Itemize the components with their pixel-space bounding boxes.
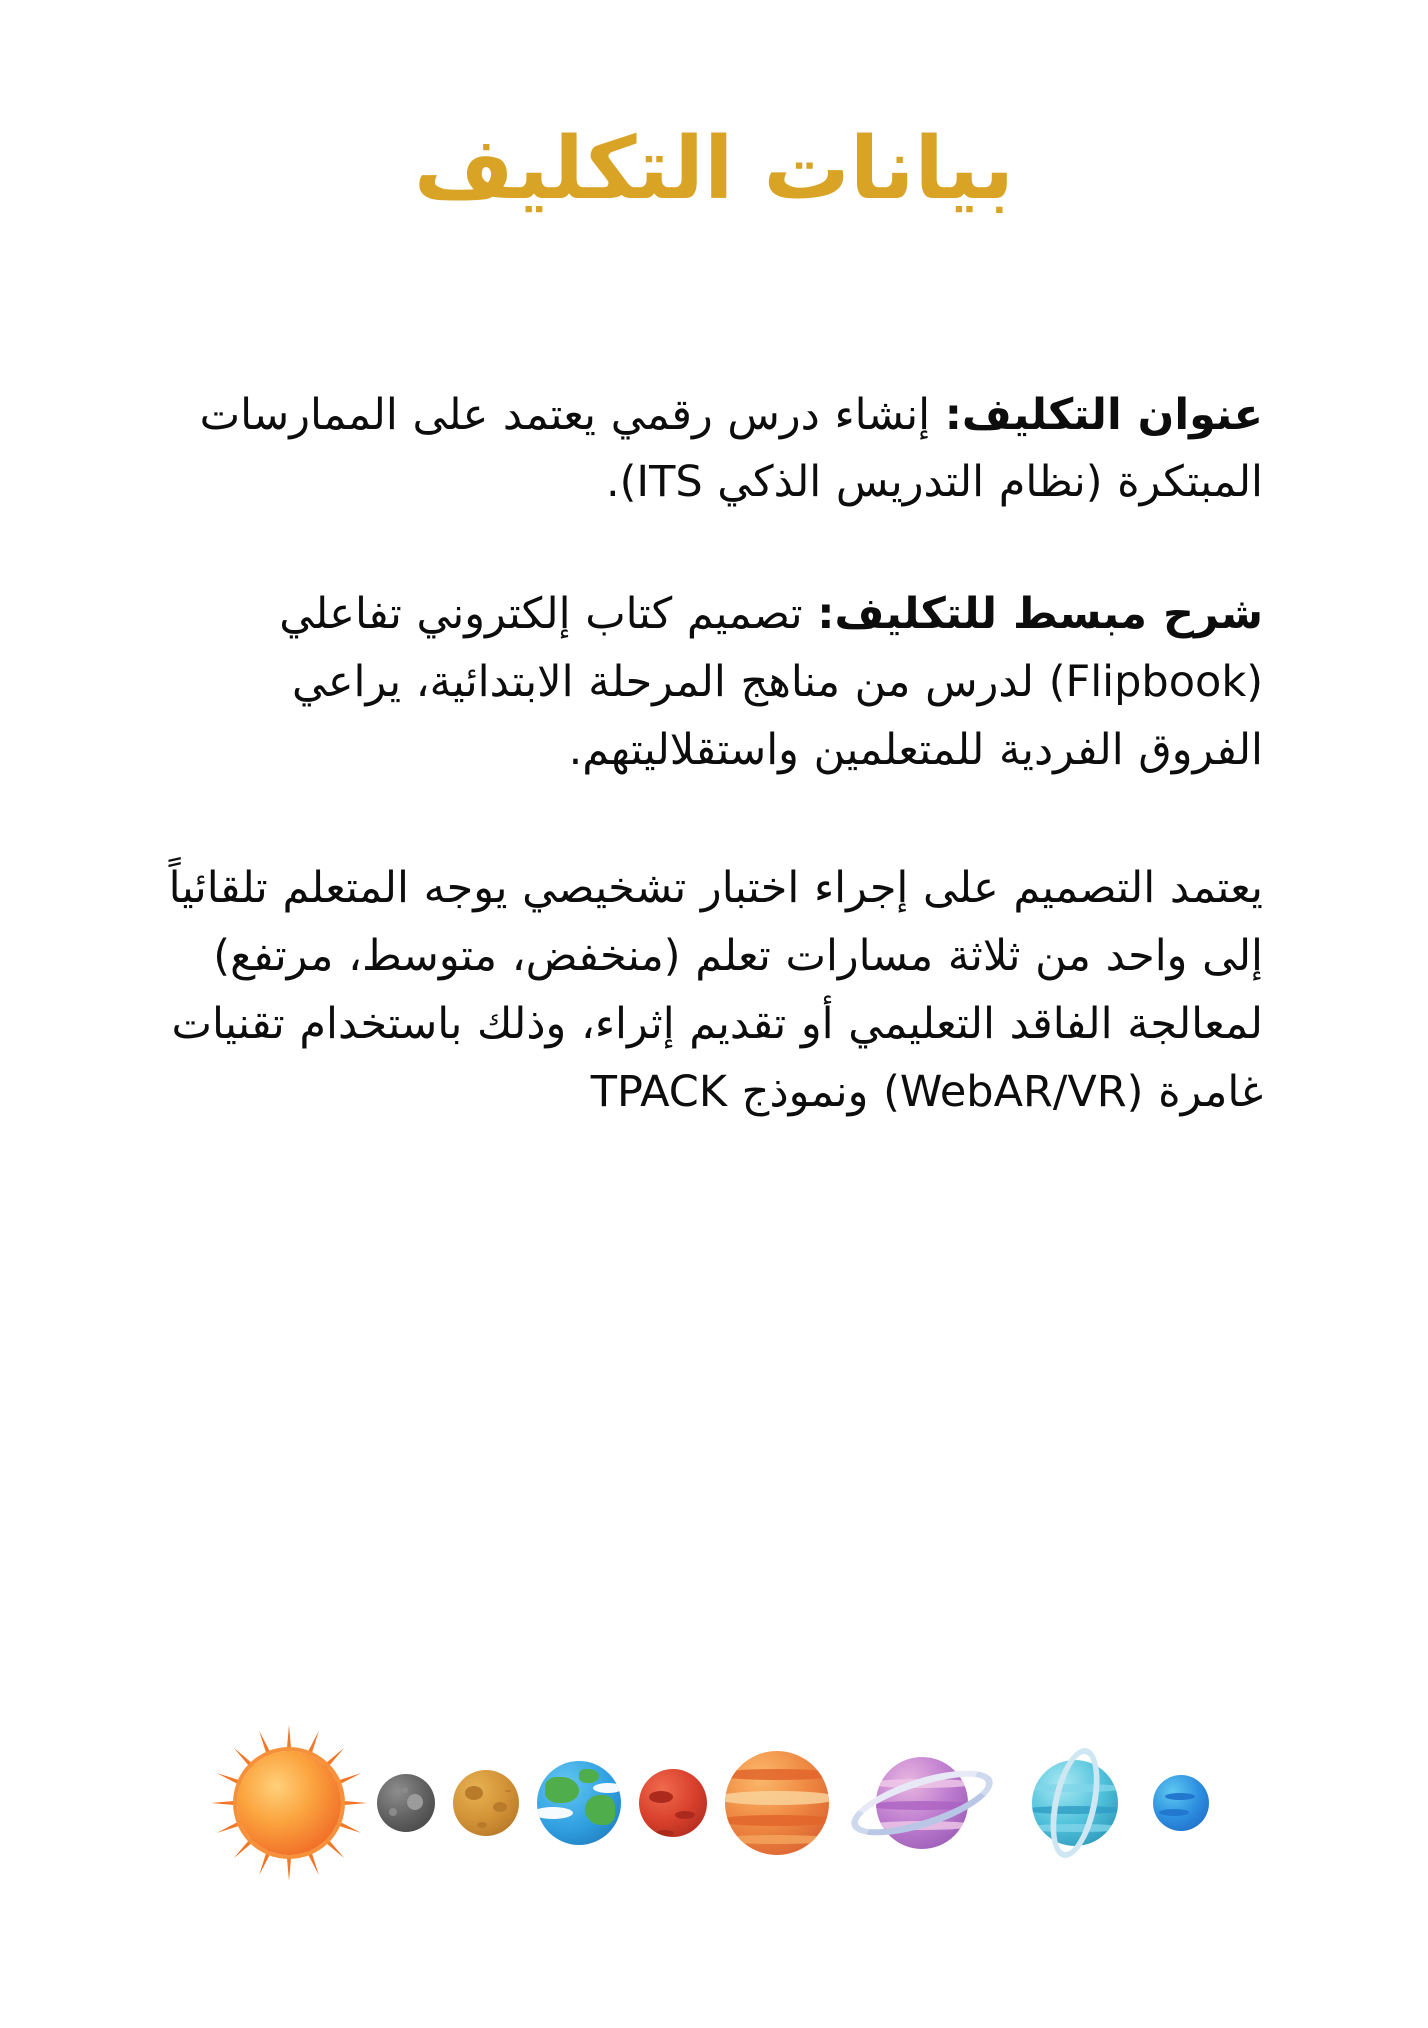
page-title: بيانات التكليف bbox=[413, 119, 1015, 219]
content-body bbox=[165, 382, 1263, 1179]
paragraph-text: إنشاء درس رقمي يعتمد على الممارسات المبتكرة (نظام التدريس الذكي ITS). bbox=[199, 389, 1263, 508]
paragraph-assignment-summary bbox=[165, 581, 1263, 785]
paragraph-design-details bbox=[165, 855, 1263, 1127]
venus-icon bbox=[453, 1770, 519, 1836]
paragraph-assignment-title bbox=[165, 382, 1263, 518]
uranus-icon bbox=[1015, 1743, 1135, 1863]
mercury-icon bbox=[377, 1774, 435, 1832]
spacer bbox=[0, 1179, 1428, 2028]
paragraph-text: يعتمد التصميم على إجراء اختبار تشخيصي يوجه المتعلم تلقائياً إلى واحد من ثلاثة مسارات تعلم (منخفض، متوسط، مرتفع) لمعالجة الفاقد التعليمي أو تقديم إثراء، وذلك باستخدام تقنيات غامرة (WebAR/VR) ونموذج TPACK bbox=[168, 863, 1263, 1117]
paragraph-text: تصميم كتاب إلكتروني تفاعلي (Flipbook) لدرس من مناهج المرحلة الابتدائية، يراعي الفروق الفردية للمتعلمين واستقلاليتهم. bbox=[279, 589, 1263, 776]
mars-icon bbox=[639, 1769, 707, 1837]
paragraph-lead-label: شرح مبسط للتكليف: bbox=[817, 589, 1263, 640]
neptune-icon bbox=[1153, 1775, 1209, 1831]
paragraph-lead-label: عنوان التكليف: bbox=[944, 389, 1263, 440]
jupiter-icon bbox=[725, 1751, 829, 1855]
saturn-icon bbox=[847, 1743, 997, 1863]
sun-icon bbox=[219, 1733, 359, 1873]
earth-icon bbox=[537, 1761, 621, 1845]
solar-system-illustration bbox=[0, 1718, 1428, 1888]
